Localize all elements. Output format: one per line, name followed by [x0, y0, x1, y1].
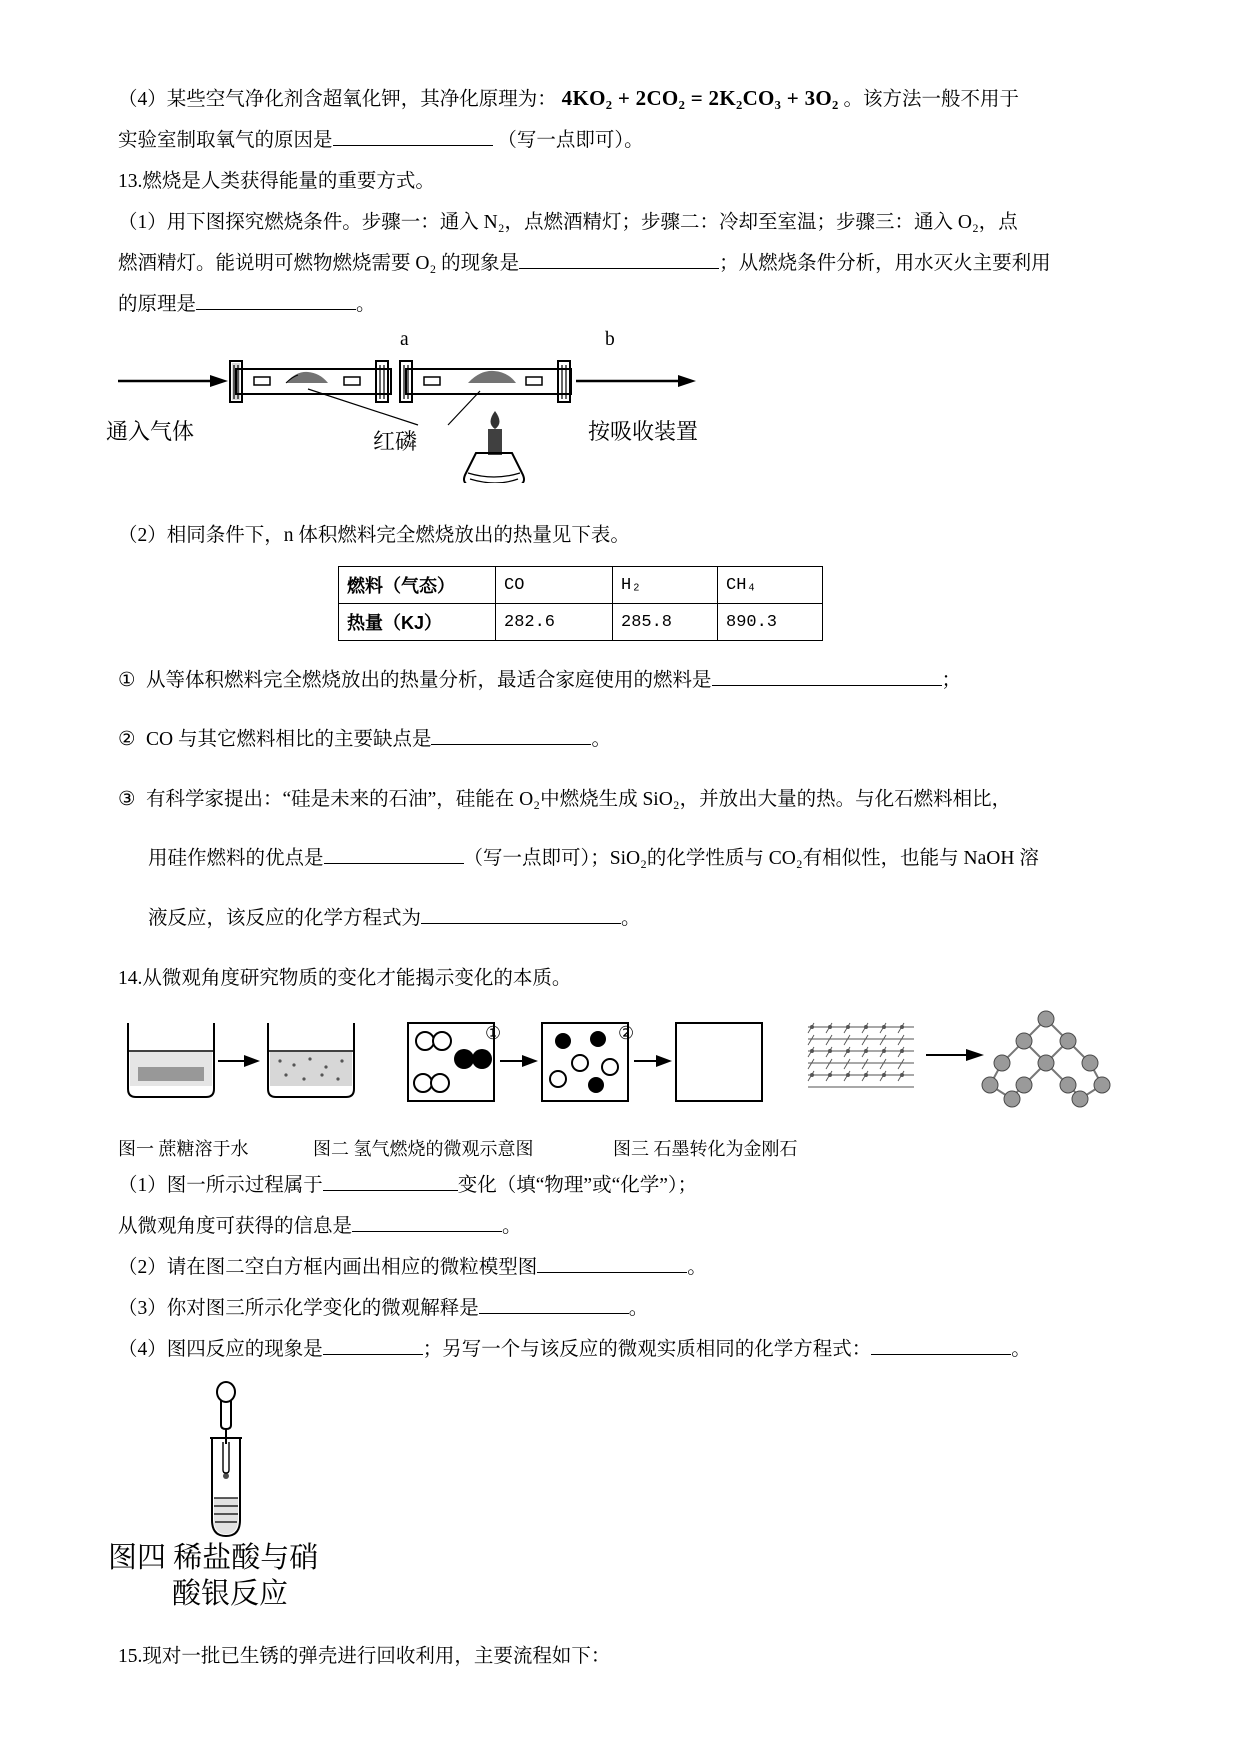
cell-heat-label: 热量（KJ）: [339, 604, 496, 641]
question-13-1-line3: [118, 284, 1128, 325]
cell-heat-co: 282.6: [496, 604, 613, 641]
figure-label-b: b: [605, 329, 615, 350]
question-13-1-line1: （1）用下图探究燃烧条件。步骤一：通入 N₂，点燃酒精灯；步骤二：冷却至室温；步骤三：通入 O₂，点: [118, 212, 1018, 233]
caption-figure-four: [108, 1540, 408, 1612]
question-13-item-3-line3: [118, 899, 1128, 939]
question-13-item-1: [118, 661, 1128, 701]
item3-c: （写一点即可）；SiO₂的化学性质与 CO₂有相似性，也能与 NaOH 溶: [463, 848, 1039, 869]
test-tube-svg: [118, 1380, 438, 1560]
figure-three-graphite-diamond: [808, 1011, 1110, 1107]
combustion-tube-svg: [118, 333, 1128, 483]
item3-e: 。: [621, 907, 641, 929]
figure-label-red-phosphorus: 红磷: [373, 429, 418, 454]
figure-label-gas-inlet: 通入气体: [106, 419, 195, 444]
caption-figure-two: 图二 氢气燃烧的微观示意图: [313, 1139, 534, 1159]
question-13-item-3-line2: [118, 839, 1128, 879]
q12-4-equation: 4KO₂ + 2CO₂ = 2K₂CO₃ + 3O₂: [561, 86, 839, 110]
q14-3-a: （3）你对图三所示化学变化的微观解释是: [118, 1298, 479, 1319]
answer-blank[interactable]: [421, 905, 621, 924]
answer-blank[interactable]: [537, 1254, 687, 1273]
q14-4-b: ；另写一个与该反应的微观实质相同的化学方程式：: [422, 1339, 872, 1360]
table-row-header: [339, 567, 823, 604]
answer-blank[interactable]: [323, 1336, 423, 1355]
answer-blank[interactable]: [333, 127, 493, 146]
cell-heat-ch4: 890.3: [718, 604, 823, 641]
q13-1-d: 的原理是: [118, 294, 197, 315]
cell-fuel-label: 燃料（气态）: [339, 567, 496, 604]
fuel-heat-table: [338, 566, 823, 641]
figure-combustion-tube: [106, 329, 1128, 483]
question-14-4: [118, 1329, 1128, 1370]
caption-figure-one: 图一 蔗糖溶于水: [118, 1139, 249, 1159]
q14-4-a: （4）图四反应的现象是: [118, 1339, 323, 1360]
item3-d: 液反应，该反应的化学方程式为: [148, 907, 422, 929]
figure-micro-row: [118, 1005, 1128, 1135]
cell-fuel-h2: H₂: [613, 567, 718, 604]
q13-1-b: 燃酒精灯。能说明可燃物燃烧需要 O₂ 的现象是: [118, 253, 520, 274]
question-13-1-line2: [118, 243, 1128, 284]
answer-blank[interactable]: [431, 726, 591, 745]
q14-4-c: 。: [1011, 1339, 1031, 1360]
item1-tail: ；: [941, 669, 962, 691]
item2-text: CO 与其它燃料相比的主要缺点是: [146, 729, 432, 750]
question-14-stem: 14.从微观角度研究物质的变化才能揭示变化的本质。: [118, 968, 572, 989]
q12-4-prefix: （4）某些空气净化剂含超氧化钾，其净化原理为：: [118, 89, 557, 110]
item1-text: 从等体积燃料完全燃烧放出的热量分析，最适合家庭使用的燃料是: [146, 669, 712, 691]
question-13-item-3-line1: [118, 780, 1128, 820]
table-row-heat: [339, 604, 823, 641]
question-14-1-line2: [118, 1206, 1128, 1247]
item-number: ①: [118, 669, 136, 691]
answer-blank[interactable]: [519, 250, 719, 269]
item2-tail: 。: [591, 729, 611, 750]
figure-label-a: a: [400, 329, 409, 350]
caption-figure-four-line2: 酸银反应: [172, 1578, 289, 1610]
figure-two-mark-2: ②: [618, 1023, 635, 1043]
q14-2-b: 。: [687, 1257, 707, 1278]
question-15-stem: 15.现对一批已生锈的弹壳进行回收利用，主要流程如下：: [118, 1646, 611, 1667]
q14-1-b: 变化（填“物理”或“化学”）；: [457, 1175, 698, 1196]
q14-1-c: 从微观角度可获得的信息是: [118, 1216, 353, 1237]
q12-4-suffix: 。该方法一般不用于: [843, 89, 1020, 110]
answer-blank[interactable]: [871, 1336, 1011, 1355]
q14-1-a: （1）图一所示过程属于: [118, 1175, 323, 1196]
answer-blank[interactable]: [324, 845, 464, 864]
question-14-2: [118, 1247, 1128, 1288]
item3-text: 有科学家提出：“硅是未来的石油”，硅能在 O₂中燃烧生成 SiO₂，并放出大量的热。与化石燃料相比，: [146, 788, 1012, 810]
question-12-4-line1: [118, 78, 1128, 120]
q14-3-b: 。: [628, 1298, 649, 1319]
figure-label-absorption-device: 按吸收装置: [588, 419, 699, 444]
q12-4-line2-b: （写一点即可）。: [497, 130, 644, 151]
cell-fuel-co: CO: [496, 567, 613, 604]
answer-blank[interactable]: [323, 1172, 458, 1191]
q13-1-c: ；从燃烧条件分析，用水灭火主要利用: [719, 253, 1051, 274]
caption-figure-four-line1: 图四 稀盐酸与硝: [108, 1542, 319, 1574]
question-14-1-line1: [118, 1165, 1128, 1206]
item-number: ③: [118, 788, 136, 810]
q14-2-a: （2）请在图二空白方框内画出相应的微粒模型图: [118, 1257, 538, 1278]
question-13-stem: 13.燃烧是人类获得能量的重要方式。: [118, 171, 435, 192]
cell-fuel-ch4: CH₄: [718, 567, 823, 604]
figure-two-molecules: [408, 1023, 762, 1101]
figure-captions-row: [118, 1135, 1128, 1165]
q14-1-d: 。: [502, 1216, 522, 1237]
q12-4-line2-a: 实验室制取氧气的原因是: [118, 130, 333, 151]
figure-two-mark-1: ①: [485, 1023, 502, 1043]
page-content: [106, 78, 1128, 1677]
item-number: ②: [118, 729, 136, 750]
answer-blank[interactable]: [479, 1295, 629, 1314]
answer-blank[interactable]: [352, 1213, 502, 1232]
question-14-3: [118, 1288, 1128, 1329]
cell-heat-h2: 285.8: [613, 604, 718, 641]
figure-one-beakers: [128, 1023, 354, 1097]
caption-figure-three: 图三 石墨转化为金刚石: [613, 1139, 798, 1159]
item3-b: 用硅作燃料的优点是: [148, 848, 324, 869]
answer-blank[interactable]: [196, 291, 356, 310]
figure-four-test-tube: [108, 1380, 1128, 1610]
question-13-2: （2）相同条件下，n 体积燃料完全燃烧放出的热量见下表。: [118, 525, 630, 546]
question-13-item-2: [118, 720, 1128, 760]
q13-1-e: 。: [356, 294, 376, 315]
question-12-4-line2: [118, 120, 1128, 161]
answer-blank[interactable]: [712, 667, 942, 686]
